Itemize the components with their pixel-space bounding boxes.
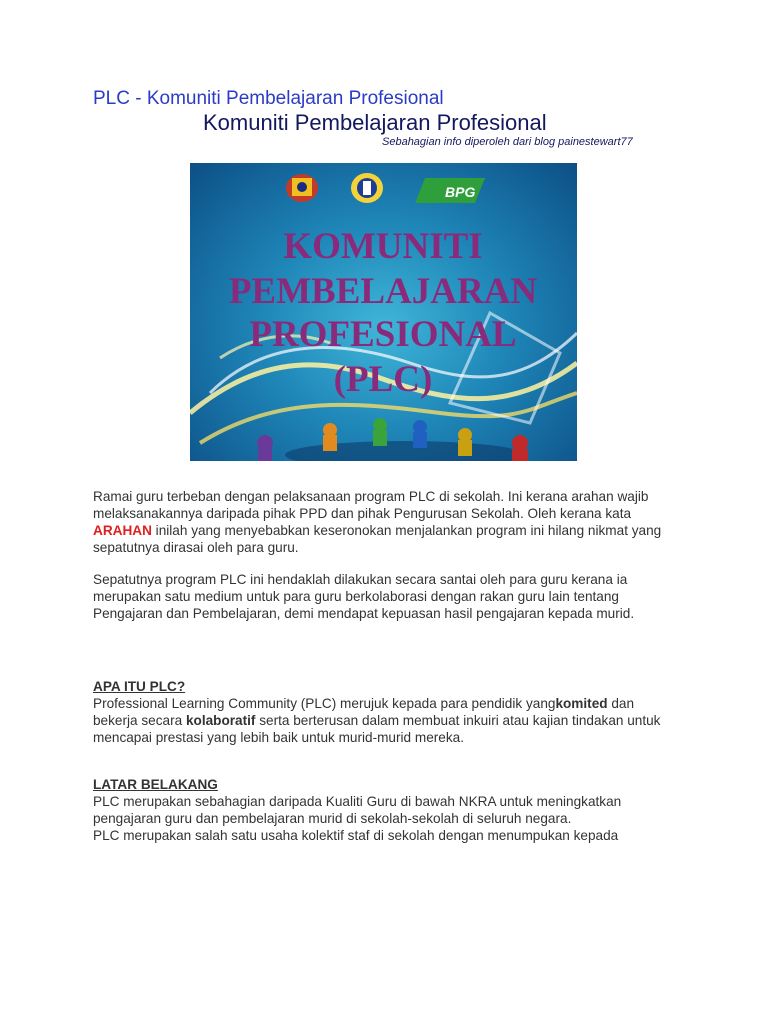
cover-title-line-3: PROFESIONAL bbox=[249, 314, 517, 355]
ministry-logo bbox=[351, 173, 383, 203]
section-heading: LATAR BELAKANG bbox=[93, 777, 218, 792]
section-body: PLC merupakan sebahagian daripada Kualiti Guru di bawah NKRA untuk meningkatkan pengajaran guru dan pembelajaran murid di sekolah-sekolah di seluruh negara. bbox=[93, 794, 622, 826]
cover-image bbox=[190, 163, 577, 461]
cover-title-line-1: KOMUNITI bbox=[283, 226, 483, 267]
emphasis-arahan: ARAHAN bbox=[93, 523, 152, 538]
section-apa-itu-plc bbox=[93, 678, 663, 746]
cover-artwork bbox=[190, 163, 577, 461]
source-note: Sebahagian info diperoleh dari blog painestewart77 bbox=[382, 136, 633, 148]
section-latar-belakang bbox=[93, 776, 663, 844]
section-body: PLC merupakan salah satu usaha kolektif staf di sekolah dengan menumpukan kepada bbox=[93, 828, 619, 843]
intro-paragraph-1: Ramai guru terbeban dengan pelaksanaan program PLC di sekolah. Ini kerana arahan wajib melaksanakannya daripada pihak PPD dan pihak Pengurusan Sekolah. Oleh kerana kata ARAHAN inilah yang menyebabkan keseronokan menjalankan program ini hilang nikmat yang sepatutnya dirasai oleh para guru. bbox=[93, 489, 662, 555]
cover-title-line-2: PEMBELAJARAN bbox=[228, 271, 538, 312]
section-heading: APA ITU PLC? bbox=[93, 679, 186, 694]
main-heading: Komuniti Pembelajaran Profesional bbox=[203, 110, 547, 135]
document-title: PLC - Komuniti Pembelajaran Profesional bbox=[93, 88, 444, 109]
crest-logo bbox=[286, 174, 318, 202]
bpg-logo bbox=[415, 178, 485, 203]
section-body: Professional Learning Community (PLC) merujuk kepada para pendidik yangkomited dan bekerja secara kolaboratif serta berterusan dalam membuat inkuiri atau kajian tindakan untuk mencapai prestasi yang lebih baik untuk murid-murid mereka. bbox=[93, 696, 661, 745]
intro-paragraph-2: Sepatutnya program PLC ini hendaklah dilakukan secara santai oleh para guru kerana ia merupakan satu medium untuk para guru berkolaborasi dengan rakan guru lain tentang Pengajaran dan Pembelajaran, demi mendapat kepuasan hasil pengajaran kepada murid. bbox=[93, 572, 635, 621]
svg-text:BPG: BPG bbox=[445, 184, 476, 200]
people-illustration bbox=[257, 418, 528, 461]
cover-title-line-4: (PLC) bbox=[333, 359, 433, 400]
